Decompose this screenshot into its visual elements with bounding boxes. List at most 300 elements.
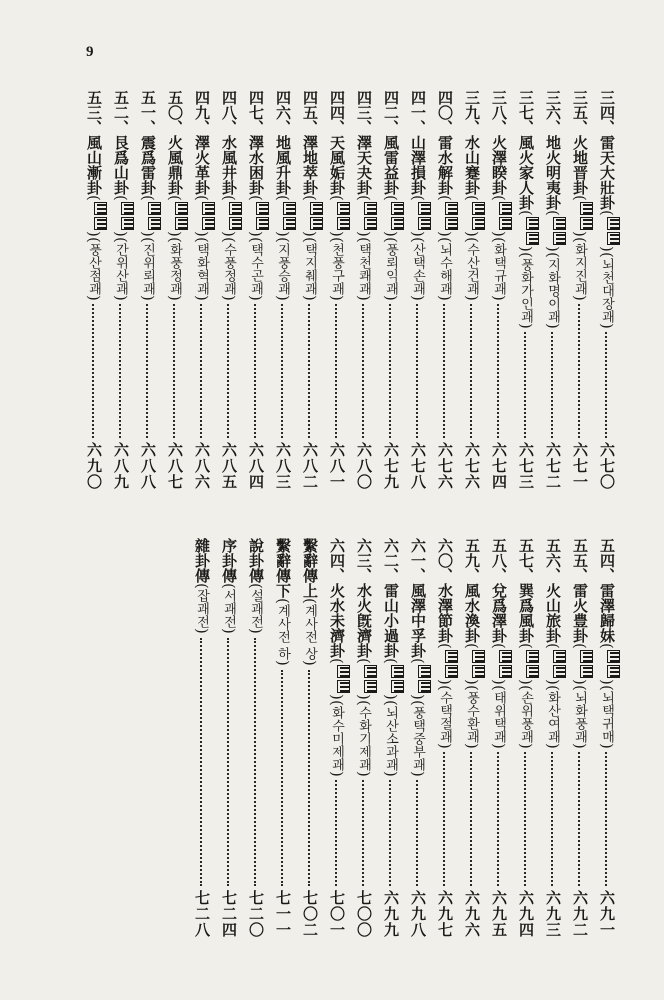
close-paren: )	[247, 294, 265, 301]
open-paren: (	[193, 236, 211, 243]
entry-number: 五一、	[139, 90, 157, 135]
trigram-icon	[337, 680, 350, 693]
toc-entry	[485, 538, 512, 938]
close-paren: )	[328, 693, 346, 700]
entry-page-number: 七〇〇	[355, 890, 373, 938]
open-paren: (	[571, 643, 589, 649]
entry-korean-reading: 화수미제괘	[329, 705, 344, 771]
trigram-icon	[607, 650, 620, 663]
open-paren: (	[409, 195, 427, 201]
entry-number: 四〇、	[436, 90, 454, 135]
entry-korean-reading: 수산건괘	[464, 242, 479, 295]
trigram-icon	[553, 217, 566, 230]
entry-title: 水澤節卦	[436, 583, 454, 643]
entry-number: 五六、	[544, 538, 562, 583]
entry-title: 澤火革卦	[193, 135, 211, 195]
dot-leader	[551, 332, 554, 438]
trigram-icon	[526, 232, 539, 245]
open-paren: (	[544, 643, 562, 649]
trigram-icon	[310, 202, 323, 215]
open-paren: (	[517, 251, 535, 258]
entry-number: 三四、	[598, 90, 616, 135]
trigram-icon	[445, 665, 458, 678]
open-paren: (	[166, 195, 184, 201]
open-paren: (	[274, 598, 292, 604]
entry-title: 澤天夬卦	[355, 135, 373, 195]
trigram-icon	[283, 202, 296, 215]
entry-page-number: 六八九	[112, 442, 130, 490]
entry-title: 澤水困卦	[247, 135, 265, 195]
toc-entry	[377, 538, 404, 938]
toc-entry	[566, 538, 593, 938]
entry-number: 五四、	[598, 538, 616, 583]
close-paren: )	[220, 230, 238, 237]
close-paren: )	[436, 230, 454, 237]
toc-entry	[431, 90, 458, 490]
entry-number: 三五、	[571, 90, 589, 135]
toc-entry	[350, 90, 377, 490]
open-paren: (	[247, 195, 265, 201]
entry-page-number: 六九二	[571, 890, 589, 938]
entry-page-number: 七二四	[220, 890, 238, 938]
open-paren: (	[571, 684, 589, 691]
toc-upper-block	[80, 90, 620, 490]
close-paren: )	[571, 230, 589, 237]
toc-entry	[512, 538, 539, 938]
open-paren: (	[139, 195, 157, 201]
close-paren: )	[328, 294, 346, 301]
dot-leader	[362, 780, 365, 886]
toc-entry	[296, 538, 323, 938]
trigram-icon	[445, 202, 458, 215]
entry-title: 風澤中孚卦	[409, 583, 427, 658]
entry-korean-reading: 택화혁괘	[194, 242, 209, 295]
entry-page-number: 六七一	[571, 442, 589, 490]
close-paren: )	[355, 230, 373, 237]
entry-korean-reading: 풍뢰익괘	[383, 242, 398, 295]
entry-title: 火水未濟卦	[328, 583, 346, 658]
trigram-icon	[256, 202, 269, 215]
trigram-icon	[445, 217, 458, 230]
open-paren: (	[598, 643, 616, 649]
entry-title: 巽爲風卦	[517, 583, 535, 643]
entry-page-number: 六八七	[166, 442, 184, 490]
entry-number: 四九、	[193, 90, 211, 135]
open-paren: (	[436, 643, 454, 649]
entry-title: 說卦傳	[247, 538, 265, 583]
open-paren: (	[490, 236, 508, 243]
entry-title: 風火家人卦	[517, 135, 535, 210]
trigram-icon	[202, 217, 215, 230]
close-paren: )	[247, 627, 265, 634]
trigram-icon	[202, 202, 215, 215]
trigram-icon	[94, 217, 107, 230]
entry-korean-reading: 천풍구괘	[329, 242, 344, 295]
close-paren: )	[409, 294, 427, 301]
entry-page-number: 六七四	[490, 442, 508, 490]
close-paren: )	[139, 230, 157, 237]
open-paren: (	[85, 236, 103, 243]
dot-leader	[416, 304, 419, 438]
entry-number: 五三、	[85, 90, 103, 135]
trigram-icon	[499, 665, 512, 678]
entry-page-number: 六八八	[139, 442, 157, 490]
open-paren: (	[355, 236, 373, 243]
close-paren: )	[274, 230, 292, 237]
entry-korean-reading: 지화명이괘	[545, 257, 560, 323]
entry-number: 四六、	[274, 90, 292, 135]
entry-korean-reading: 뇌화풍괘	[572, 690, 587, 743]
dot-leader	[443, 304, 446, 438]
close-paren: )	[274, 660, 292, 666]
open-paren: (	[544, 210, 562, 216]
entry-korean-reading: 뇌산소과괘	[383, 705, 398, 771]
trigram-icon	[499, 217, 512, 230]
open-paren: (	[328, 658, 346, 664]
close-paren: )	[274, 294, 292, 301]
entry-page-number: 六九三	[544, 890, 562, 938]
trigram-icon	[364, 217, 377, 230]
trigram-icon	[418, 217, 431, 230]
entry-title: 繫辭傳下	[274, 538, 292, 598]
entry-title: 震爲雷卦	[139, 135, 157, 195]
close-paren: )	[382, 770, 400, 777]
close-paren: )	[409, 693, 427, 700]
entry-page-number: 六七〇	[598, 442, 616, 490]
open-paren: (	[328, 236, 346, 243]
entry-korean-reading: 계사전 하	[275, 603, 290, 660]
entry-number: 三七、	[517, 90, 535, 135]
entry-page-number: 六八三	[274, 442, 292, 490]
open-paren: (	[409, 699, 427, 706]
open-paren: (	[220, 583, 238, 589]
open-paren: (	[436, 236, 454, 243]
open-paren: (	[544, 251, 562, 258]
toc-entry	[269, 538, 296, 938]
close-paren: )	[490, 678, 508, 685]
entry-page-number: 六七六	[436, 442, 454, 490]
close-paren: )	[301, 294, 319, 301]
close-paren: )	[355, 693, 373, 700]
open-paren: (	[355, 658, 373, 664]
close-paren: )	[193, 627, 211, 634]
open-paren: (	[382, 236, 400, 243]
close-paren: )	[85, 230, 103, 237]
close-paren: )	[355, 770, 373, 777]
trigram-icon	[445, 650, 458, 663]
close-paren: )	[544, 678, 562, 685]
open-paren: (	[490, 684, 508, 691]
trigram-icon	[121, 202, 134, 215]
toc-entry	[269, 90, 296, 490]
close-paren: )	[544, 322, 562, 329]
trigram-icon	[148, 217, 161, 230]
close-paren: )	[301, 230, 319, 237]
dot-leader	[443, 752, 446, 886]
close-paren: )	[436, 678, 454, 685]
entry-number: 四三、	[355, 90, 373, 135]
trigram-icon	[553, 665, 566, 678]
entry-title: 火山旅卦	[544, 583, 562, 643]
trigram-icon	[526, 665, 539, 678]
entry-number: 五〇、	[166, 90, 184, 135]
entry-korean-reading: 화산여괘	[545, 690, 560, 743]
trigram-icon	[526, 650, 539, 663]
dot-leader	[605, 752, 608, 886]
entry-page-number: 六九六	[463, 890, 481, 938]
entry-page-number: 六九四	[517, 890, 535, 938]
dot-leader	[416, 780, 419, 886]
open-paren: (	[544, 684, 562, 691]
trigram-icon	[256, 217, 269, 230]
close-paren: )	[166, 230, 184, 237]
trigram-icon	[175, 202, 188, 215]
dot-leader	[605, 332, 608, 438]
toc-entry	[431, 538, 458, 938]
entry-korean-reading: 풍수환괘	[464, 690, 479, 743]
entry-page-number: 六八四	[247, 442, 265, 490]
open-paren: (	[247, 236, 265, 243]
entry-title: 地火明夷卦	[544, 135, 562, 210]
open-paren: (	[409, 658, 427, 664]
entry-page-number: 七二八	[193, 890, 211, 938]
open-paren: (	[571, 236, 589, 243]
entry-title: 火澤睽卦	[490, 135, 508, 195]
entry-page-number: 六八五	[220, 442, 238, 490]
trigram-icon	[391, 680, 404, 693]
entry-korean-reading: 간위산괘	[113, 242, 128, 295]
close-paren: )	[193, 294, 211, 301]
close-paren: )	[463, 678, 481, 685]
toc-lower-block	[188, 538, 620, 938]
entry-page-number: 六八一	[328, 442, 346, 490]
open-paren: (	[517, 643, 535, 649]
entry-title: 雷澤歸妹	[598, 583, 616, 643]
toc-entry	[242, 538, 269, 938]
entry-korean-reading: 산택손괘	[410, 242, 425, 295]
entry-number: 五八、	[490, 538, 508, 583]
open-paren: (	[193, 583, 211, 589]
open-paren: (	[382, 195, 400, 201]
open-paren: (	[112, 236, 130, 243]
entry-title: 地風升卦	[274, 135, 292, 195]
entry-page-number: 六八〇	[355, 442, 373, 490]
open-paren: (	[301, 236, 319, 243]
entry-number: 四五、	[301, 90, 319, 135]
entry-korean-reading: 화택규괘	[491, 242, 506, 295]
dot-leader	[362, 304, 365, 438]
entry-number: 四八、	[220, 90, 238, 135]
entry-title: 火地晋卦	[571, 135, 589, 195]
close-paren: )	[598, 742, 616, 749]
trigram-icon	[580, 650, 593, 663]
dot-leader	[389, 304, 392, 438]
trigram-icon	[607, 665, 620, 678]
entry-number: 六〇、	[436, 538, 454, 583]
close-paren: )	[517, 742, 535, 749]
close-paren: )	[598, 322, 616, 329]
trigram-icon	[580, 202, 593, 215]
close-paren: )	[571, 678, 589, 685]
entry-title: 雷山小過卦	[382, 583, 400, 658]
close-paren: )	[382, 294, 400, 301]
dot-leader	[227, 304, 230, 438]
dot-leader	[335, 780, 338, 886]
entry-number: 三九、	[463, 90, 481, 135]
dot-leader	[281, 304, 284, 438]
toc-entry	[188, 538, 215, 938]
entry-korean-reading: 서괘전	[221, 588, 236, 628]
open-paren: (	[598, 251, 616, 258]
dot-leader	[200, 304, 203, 438]
toc-entry	[323, 538, 350, 938]
toc-entry	[134, 90, 161, 490]
close-paren: )	[517, 245, 535, 252]
entry-korean-reading: 잡괘전	[194, 588, 209, 628]
dot-leader	[254, 638, 257, 886]
close-paren: )	[355, 294, 373, 301]
trigram-icon	[391, 665, 404, 678]
open-paren: (	[517, 210, 535, 216]
entry-page-number: 六八六	[193, 442, 211, 490]
trigram-icon	[607, 232, 620, 245]
entry-korean-reading: 택천쾌괘	[356, 242, 371, 295]
trigram-icon	[337, 665, 350, 678]
toc-entry	[404, 538, 431, 938]
dot-leader	[497, 304, 500, 438]
trigram-icon	[337, 217, 350, 230]
trigram-icon	[418, 680, 431, 693]
entry-title: 雷天大壯卦	[598, 135, 616, 210]
trigram-icon	[418, 202, 431, 215]
toc-entry	[539, 538, 566, 938]
open-paren: (	[598, 684, 616, 691]
entry-number: 六三、	[355, 538, 373, 583]
trigram-icon	[229, 217, 242, 230]
open-paren: (	[490, 643, 508, 649]
trigram-icon	[472, 217, 485, 230]
trigram-icon	[391, 202, 404, 215]
close-paren: )	[517, 322, 535, 329]
entry-korean-reading: 수택절괘	[437, 690, 452, 743]
open-paren: (	[517, 684, 535, 691]
entry-title: 澤地萃卦	[301, 135, 319, 195]
toc-entry	[188, 90, 215, 490]
dot-leader	[470, 304, 473, 438]
close-paren: )	[571, 742, 589, 749]
close-paren: )	[436, 742, 454, 749]
entry-title: 山澤損卦	[409, 135, 427, 195]
entry-number: 四一、	[409, 90, 427, 135]
close-paren: )	[112, 294, 130, 301]
trigram-icon	[148, 202, 161, 215]
open-paren: (	[247, 583, 265, 589]
entry-title: 水山蹇卦	[463, 135, 481, 195]
open-paren: (	[355, 699, 373, 706]
entry-korean-reading: 지풍승괘	[275, 242, 290, 295]
entry-title: 火風鼎卦	[166, 135, 184, 195]
trigram-icon	[94, 202, 107, 215]
dot-leader	[200, 638, 203, 886]
entry-page-number: 六八二	[301, 442, 319, 490]
toc-entry	[215, 90, 242, 490]
close-paren: )	[490, 742, 508, 749]
open-paren: (	[598, 210, 616, 216]
entry-korean-reading: 뇌수해괘	[437, 242, 452, 295]
entry-korean-reading: 화지진괘	[572, 242, 587, 295]
trigram-icon	[364, 665, 377, 678]
trigram-icon	[310, 217, 323, 230]
close-paren: )	[544, 742, 562, 749]
close-paren: )	[598, 678, 616, 685]
close-paren: )	[193, 230, 211, 237]
entry-number: 六一、	[409, 538, 427, 583]
dot-leader	[281, 670, 284, 886]
dot-leader	[551, 752, 554, 886]
entry-title: 水火旣濟卦	[355, 583, 373, 658]
toc-entry	[512, 90, 539, 490]
trigram-icon	[499, 650, 512, 663]
open-paren: (	[166, 236, 184, 243]
entry-number: 六二、	[382, 538, 400, 583]
close-paren: )	[463, 230, 481, 237]
dot-leader	[497, 752, 500, 886]
toc-entry	[458, 90, 485, 490]
close-paren: )	[328, 230, 346, 237]
open-paren: (	[85, 195, 103, 201]
entry-korean-reading: 풍산점괘	[86, 242, 101, 295]
open-paren: (	[463, 684, 481, 691]
entry-page-number: 六九五	[490, 890, 508, 938]
trigram-icon	[229, 202, 242, 215]
entry-number: 四七、	[247, 90, 265, 135]
entry-title: 風雷益卦	[382, 135, 400, 195]
close-paren: )	[463, 294, 481, 301]
open-paren: (	[274, 195, 292, 201]
entry-title: 序卦傳	[220, 538, 238, 583]
entry-korean-reading: 택지췌괘	[302, 242, 317, 295]
trigram-icon	[499, 202, 512, 215]
close-paren: )	[247, 230, 265, 237]
close-paren: )	[490, 294, 508, 301]
close-paren: )	[463, 742, 481, 749]
entry-number: 五九、	[463, 538, 481, 583]
dot-leader	[578, 752, 581, 886]
dot-leader	[578, 304, 581, 438]
toc-entry	[539, 90, 566, 490]
open-paren: (	[355, 195, 373, 201]
entry-korean-reading: 태위택괘	[491, 690, 506, 743]
close-paren: )	[220, 627, 238, 634]
trigram-icon	[580, 217, 593, 230]
open-paren: (	[382, 658, 400, 664]
open-paren: (	[139, 236, 157, 243]
entry-number: 六四、	[328, 538, 346, 583]
entry-page-number: 七二〇	[247, 890, 265, 938]
close-paren: )	[382, 230, 400, 237]
entry-korean-reading: 택수곤괘	[248, 242, 263, 295]
open-paren: (	[571, 195, 589, 201]
toc-entry	[377, 90, 404, 490]
dot-leader	[335, 304, 338, 438]
toc-entry	[593, 90, 620, 490]
close-paren: )	[166, 294, 184, 301]
toc-entry	[458, 538, 485, 938]
trigram-icon	[283, 217, 296, 230]
close-paren: )	[409, 230, 427, 237]
entry-title: 天風姤卦	[328, 135, 346, 195]
close-paren: )	[517, 678, 535, 685]
